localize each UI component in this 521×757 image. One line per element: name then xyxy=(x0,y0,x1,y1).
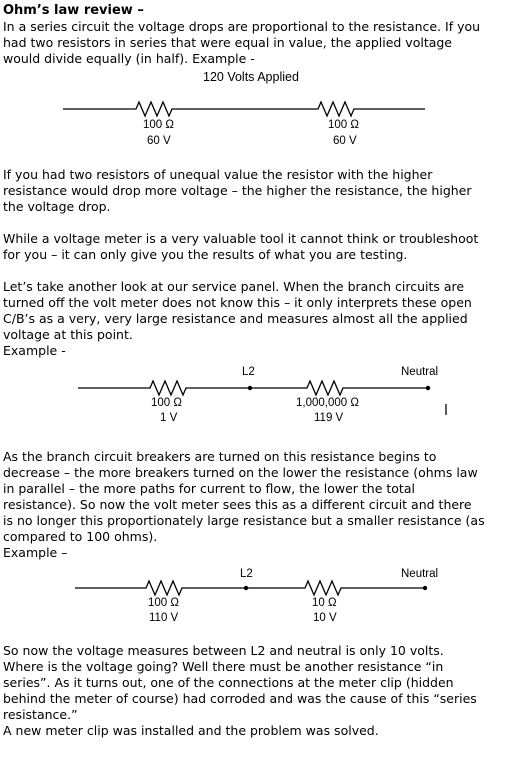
text-line: resistance.” xyxy=(3,707,78,722)
neutral-node xyxy=(426,386,430,390)
r1-resistance: 100 Ω xyxy=(143,119,174,131)
l2-label: L2 xyxy=(242,366,255,378)
paragraph-unequal xyxy=(3,167,518,215)
applied-voltage-label: 120 Volts Applied xyxy=(203,70,299,84)
text-line: A new meter clip was installed and the problem was solved. xyxy=(3,723,379,738)
example-label: Example – xyxy=(3,545,68,560)
text-line: As the branch circuit breakers are turned on this resistance begins to xyxy=(3,449,437,464)
r2-resistance: 1,000,000 Ω xyxy=(296,397,359,409)
example-label: Example - xyxy=(3,343,66,358)
paragraph-meter xyxy=(3,231,518,263)
text-line: would divide equally (in half). Example - xyxy=(3,51,255,66)
text-line: compared to 100 ohms). xyxy=(3,529,158,544)
text-line: While a voltage meter is a very valuable tool it cannot think or troubleshoot xyxy=(3,231,479,246)
paragraph-conclusion xyxy=(3,643,518,739)
r1-resistance: 100 Ω xyxy=(151,397,182,409)
text-line: the voltage drop. xyxy=(3,199,111,214)
text-line: had two resistors in series that were equal in value, the applied voltage xyxy=(3,35,452,50)
text-line: turned off the volt meter does not know this – it only interprets these open xyxy=(3,295,472,310)
text-line: series”. As it turns out, one of the connections at the meter clip (hidden xyxy=(3,675,454,690)
resistor-wire xyxy=(75,581,425,595)
paragraph-service-panel xyxy=(3,279,518,359)
r2-voltage: 10 V xyxy=(313,612,337,624)
text-line: decrease – the more breakers turned on the lower the resistance (ohms law xyxy=(3,465,478,480)
r1-voltage: 110 V xyxy=(149,612,179,624)
text-line: behind the meter of course) had corroded and was the cause of this “series xyxy=(3,691,477,706)
text-line: is no longer this proportionately large resistance but a smaller resistance (as xyxy=(3,513,485,528)
resistor-wire xyxy=(63,102,425,116)
circuit-diagram-open-breakers xyxy=(3,359,518,449)
circuit-wire-svg xyxy=(3,359,518,449)
text-line: voltage at this point. xyxy=(3,327,133,342)
text-line: If you had two resistors of unequal value the resistor with the higher xyxy=(3,167,433,182)
r2-resistance: 10 Ω xyxy=(312,597,337,609)
r2-voltage: 119 V xyxy=(314,412,344,424)
r2-voltage: 60 V xyxy=(333,135,357,147)
circuit-diagram-breakers-on xyxy=(3,561,518,643)
document-page xyxy=(3,0,518,739)
r1-voltage: 1 V xyxy=(160,412,178,424)
neutral-label: Neutral xyxy=(401,366,439,378)
l2-label: L2 xyxy=(240,568,253,580)
text-line: resistance would drop more voltage – the higher the resistance, the higher xyxy=(3,183,472,198)
r1-resistance: 100 Ω xyxy=(148,597,179,609)
r2-resistance: 100 Ω xyxy=(328,119,359,131)
paragraph-breakers-on xyxy=(3,449,518,561)
l2-node xyxy=(244,586,248,590)
section-title: Ohm’s law review – xyxy=(3,3,144,18)
circuit-diagram-equal xyxy=(3,67,518,167)
paragraph-series-intro xyxy=(3,19,518,67)
circuit-wire-svg xyxy=(3,67,518,167)
text-line: So now the voltage measures between L2 and neutral is only 10 volts. xyxy=(3,643,444,658)
text-line: Where is the voltage going? Well there must be another resistance “in xyxy=(3,659,444,674)
circuit-wire-svg xyxy=(3,561,518,643)
l2-node xyxy=(248,386,252,390)
r1-voltage: 60 V xyxy=(147,135,171,147)
neutral-label: Neutral xyxy=(401,568,439,580)
text-line: C/B’s as a very, very large resistance and measures almost all the applied xyxy=(3,311,468,326)
text-line: resistance). So now the volt meter sees this as a different circuit and there xyxy=(3,497,472,512)
text-line: Let’s take another look at our service panel. When the branch circuits are xyxy=(3,279,465,294)
resistor-wire xyxy=(78,381,428,395)
text-line: in parallel – the more paths for current to flow, the lower the total xyxy=(3,481,415,496)
neutral-node xyxy=(423,586,427,590)
text-line: for you – it can only give you the results of what you are testing. xyxy=(3,247,408,262)
text-line: In a series circuit the voltage drops are proportional to the resistance. If you xyxy=(3,19,481,34)
